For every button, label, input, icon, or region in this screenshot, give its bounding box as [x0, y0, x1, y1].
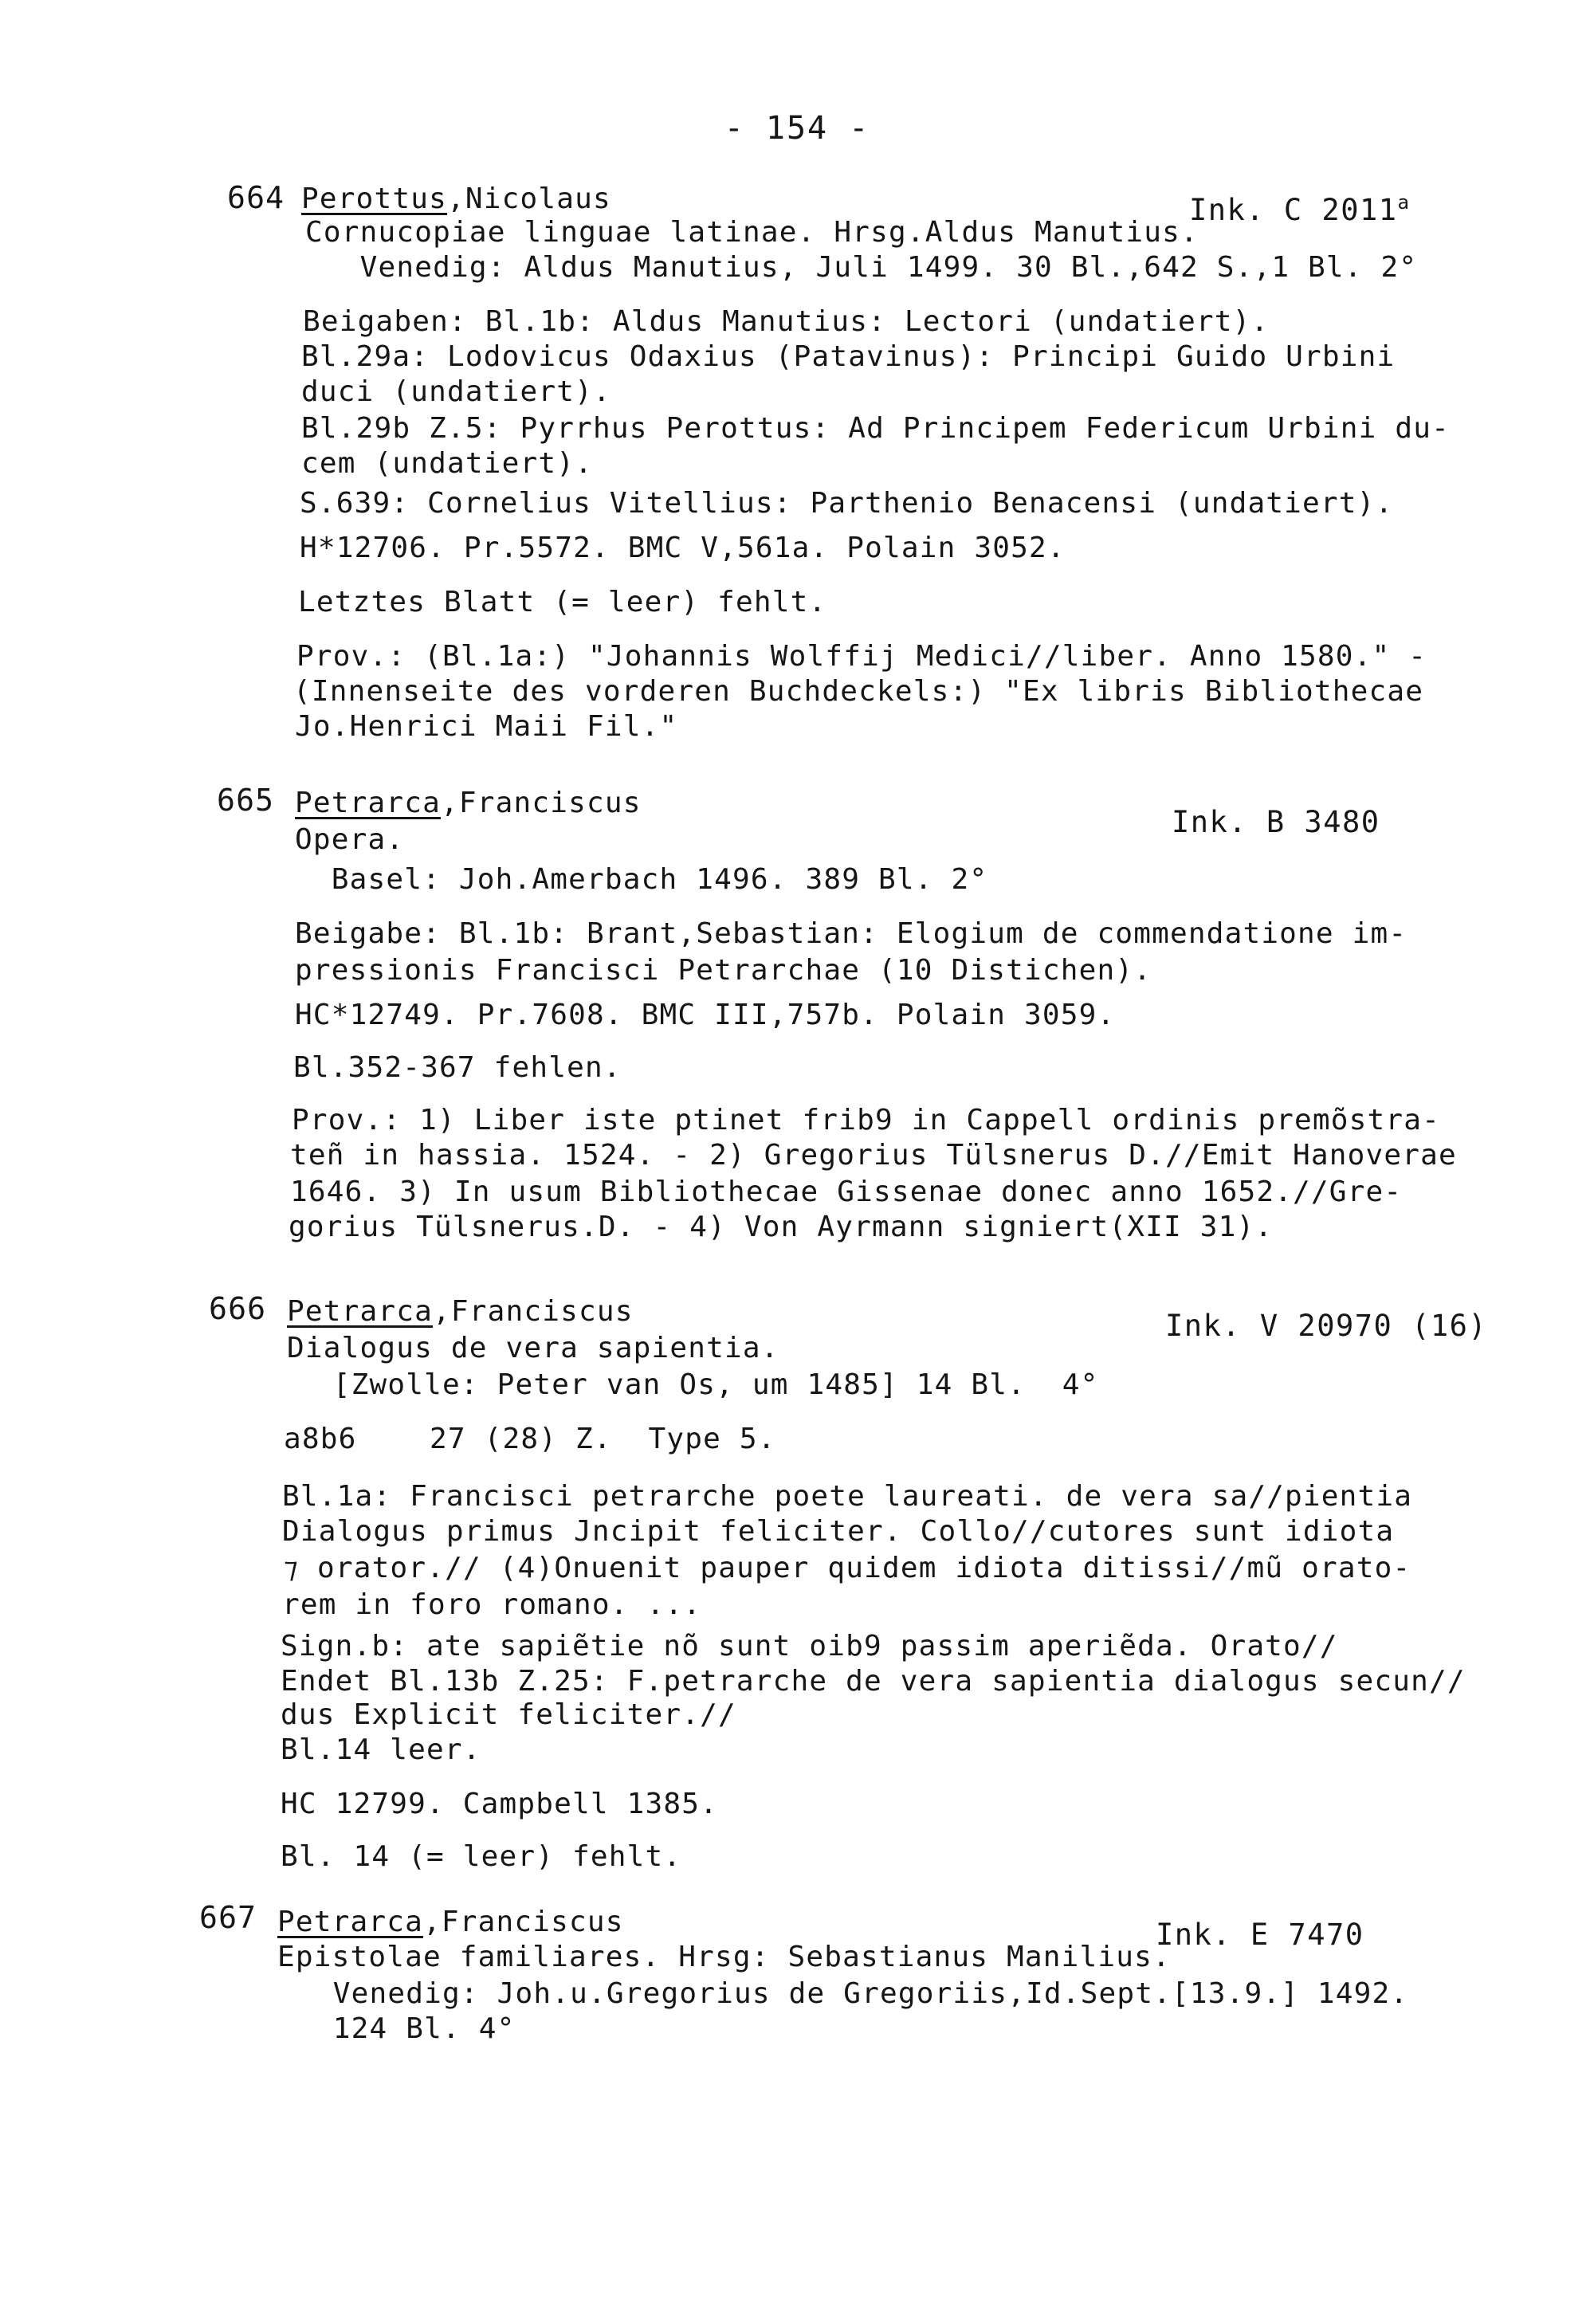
entry-line: Sign.b: ate sapiẽtie nõ sunt oib9 passim aperiẽda. Orato// [281, 1630, 1338, 1663]
entry-line: Venedig: Aldus Manutius, Juli 1499. 30 Bl.,642 S.,1 Bl. 2° [305, 251, 1418, 284]
call-number [1165, 1309, 1487, 1343]
entry-line: Dialogus primus Jncipit feliciter. Collo//cutores sunt idiota [282, 1515, 1395, 1548]
entry-line: teñ in hassia. 1524. - 2) Gregorius Tülsnerus D.//Emit Hanoverae [290, 1139, 1457, 1172]
entry-line: Beigaben: Bl.1b: Aldus Manutius: Lectori (undatiert). [303, 305, 1270, 338]
entry-line: Cornucopiae linguae latinae. Hrsg.Aldus Manutius. [305, 216, 1199, 249]
entry-line: Venedig: Joh.u.Gregorius de Gregoriis,Id.Sept.[13.9.] 1492. [296, 1977, 1409, 2010]
author-surname: Perottus [301, 183, 447, 215]
entry-number: 665 [217, 783, 275, 818]
entry-author [295, 787, 642, 819]
call-number-text: Ink. E 7470 [1156, 1918, 1364, 1952]
entry-line: Endet Bl.13b Z.25: F.petrarche de vera sapientia dialogus secun// [281, 1665, 1466, 1698]
entry-line: 1646. 3) In usum Bibliothecae Gissenae donec anno 1652.//Gre- [290, 1176, 1403, 1208]
call-number-text: Ink. B 3480 [1172, 805, 1380, 839]
entry-line: pressionis Francisci Petrarchae (10 Distichen). [295, 954, 1152, 987]
entry-line: [Zwolle: Peter van Os, um 1485] 14 Bl. 4° [296, 1368, 1099, 1401]
entry-line: rem in foro romano. ... [282, 1588, 702, 1621]
entry-line: Epistolae familiares. Hrsg: Sebastianus Manilius. [277, 1941, 1171, 1973]
call-number-text: Ink. C 2011 [1189, 193, 1398, 227]
entry-line: Bl.14 leer. [281, 1733, 481, 1766]
author-given: ,Nicolaus [447, 183, 611, 215]
call-number [1189, 193, 1411, 227]
entry-line: duci (undatiert). [301, 375, 611, 408]
entry-line: H*12706. Pr.5572. BMC V,561a. Polain 3052. [300, 532, 1066, 564]
author-surname: Petrarca [295, 787, 441, 819]
author-given: ,Franciscus [423, 1906, 624, 1938]
entry-number: 664 [227, 180, 285, 215]
entry-line: Bl.1a: Francisci petrarche poete laureati. de vera sa//pientia [282, 1480, 1413, 1513]
entry-line: cem (undatiert). [301, 447, 593, 480]
entry-author [287, 1296, 634, 1328]
entry-line: Basel: Joh.Amerbach 1496. 389 Bl. 2° [295, 863, 988, 896]
entry-line: ⁊ orator.// (4)Onuenit pauper quidem idiota ditissi//mũ orato- [284, 1552, 1411, 1584]
entry-line: (Innenseite des vorderen Buchdeckels:) "Ex libris Bibliothecae [293, 675, 1424, 708]
author-surname: Petrarca [287, 1295, 433, 1328]
entry-line: Prov.: (Bl.1a:) "Johannis Wolffij Medici//liber. Anno 1580." - [296, 640, 1427, 673]
entry-number: 667 [199, 1900, 257, 1935]
page-number: - 154 - [724, 110, 870, 147]
entry-author [301, 183, 611, 215]
call-number [1172, 805, 1380, 839]
entry-line: 124 Bl. 4° [296, 2012, 516, 2045]
entry-line: Bl. 14 (= leer) fehlt. [281, 1840, 682, 1873]
entry-number: 666 [209, 1291, 267, 1326]
entry-line: Jo.Henrici Maii Fil." [295, 710, 678, 743]
call-number [1156, 1918, 1364, 1952]
entry-line: Bl.352-367 fehlen. [293, 1051, 622, 1084]
entry-line: dus Explicit feliciter.// [281, 1698, 736, 1731]
author-given: ,Franciscus [441, 787, 642, 819]
entry-line: a8b6 27 (28) Z. Type 5. [284, 1423, 776, 1455]
call-number-sup: a [1397, 191, 1411, 214]
author-surname: Petrarca [277, 1906, 423, 1938]
entry-line: Letztes Blatt (= leer) fehlt. [298, 586, 827, 618]
entry-line: gorius Tülsnerus.D. - 4) Von Ayrmann signiert(XII 31). [289, 1211, 1274, 1243]
entry-line: Bl.29b Z.5: Pyrrhus Perottus: Ad Principem Federicum Urbini du- [301, 412, 1451, 445]
entry-line: Prov.: 1) Liber iste ptinet frib9 in Cappell ordinis premõstra- [292, 1104, 1441, 1136]
entry-line: Dialogus de vera sapientia. [287, 1332, 779, 1364]
entry-line: HC 12799. Campbell 1385. [281, 1788, 718, 1820]
entry-line: Opera. [295, 823, 405, 856]
entry-line: Beigabe: Bl.1b: Brant,Sebastian: Elogium de commendatione im- [295, 917, 1408, 950]
entry-line: S.639: Cornelius Vitellius: Parthenio Benacensi (undatiert). [300, 487, 1394, 520]
entry-line: Bl.29a: Lodovicus Odaxius (Patavinus): Principi Guido Urbini [301, 340, 1396, 373]
entry-line: HC*12749. Pr.7608. BMC III,757b. Polain 3059. [295, 999, 1116, 1031]
call-number-text: Ink. V 20970 (16) [1165, 1309, 1488, 1343]
author-given: ,Franciscus [433, 1295, 634, 1328]
entry-author [277, 1906, 624, 1938]
